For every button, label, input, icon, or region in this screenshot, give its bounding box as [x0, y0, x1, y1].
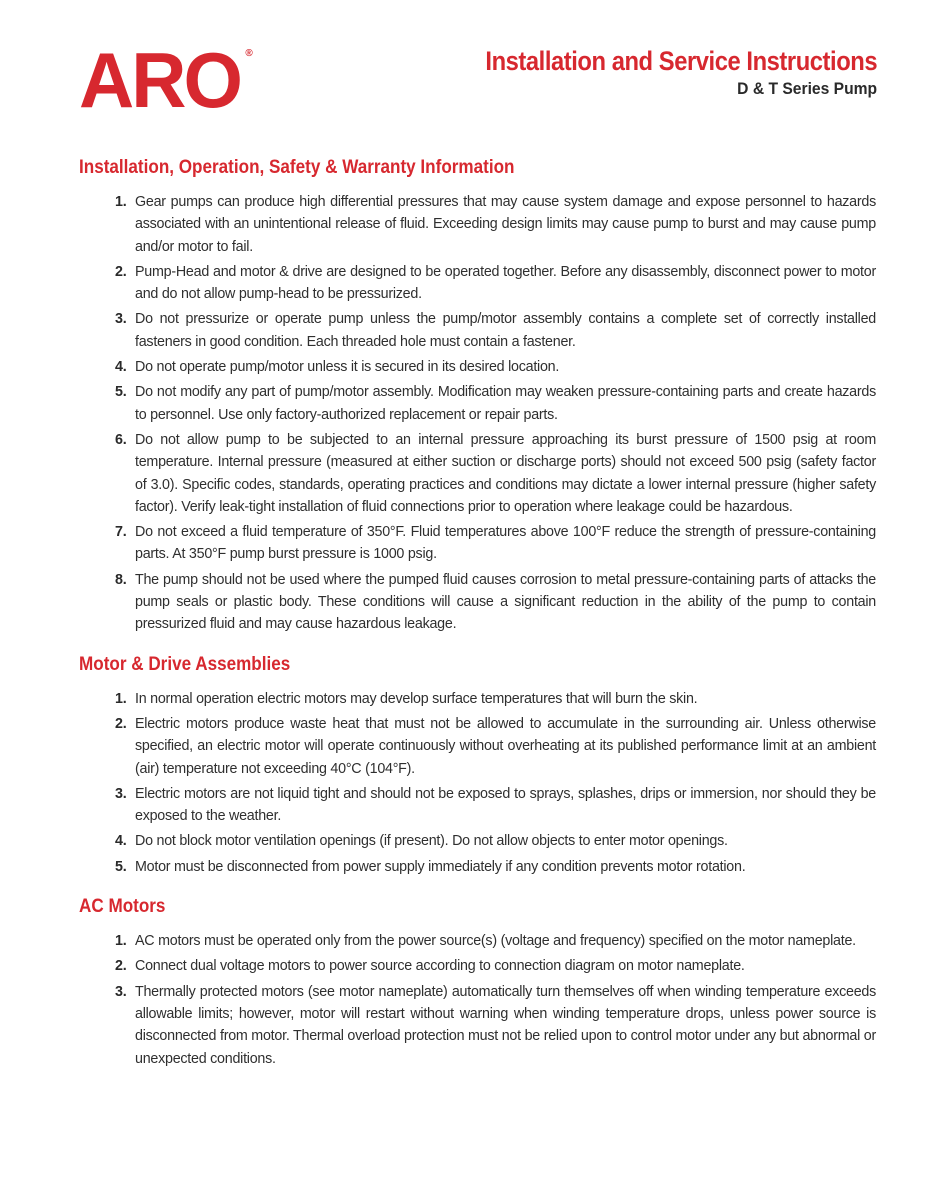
item-number: 1. — [115, 933, 127, 950]
list-item — [79, 783, 876, 828]
item-text: Do not allow pump to be subjected to an internal pressure approaching its burst pressure of 1500 psig at room temperature. Internal pressure (measured at either suction or discharge ports) should not exceed 500 psig (safety factor of 3.0). Specific codes, standards, operating practices and conditions may dictate a lower internal pressure (higher safety factor). Verify leak-tight installation of fluid connections prior to operation where leakage could be hazardous. — [135, 431, 876, 515]
section-title: AC Motors — [79, 896, 166, 918]
item-number: 5. — [115, 858, 127, 875]
section-title: Installation, Operation, Safety & Warranty Information — [79, 157, 515, 178]
item-number: 2. — [115, 958, 127, 975]
document-title: Installation and Service Instructions — [485, 46, 877, 76]
list-item — [79, 356, 876, 378]
aro-logo — [79, 36, 253, 124]
list-item — [79, 688, 876, 710]
item-number: 3. — [115, 311, 127, 328]
item-number: 3. — [115, 785, 127, 802]
item-text: Do not block motor ventilation openings (if present). Do not allow objects to enter motor openings. — [135, 833, 728, 850]
document-subtitle: D & T Series Pump — [737, 79, 877, 98]
item-text: Thermally protected motors (see motor nameplate) automatically turn themselves off when winding temperature exceeds allowable limits; however, motor will restart without warning when winding temperature drops, unless power source is disconnected from motor. Thermal overload protection must not be relied upon to control motor under any but abnormal or unexpected conditions. — [135, 983, 876, 1067]
item-text: Do not exceed a fluid temperature of 350°F. Fluid temperatures above 100°F reduce the strength of pressure-containing parts. At 350°F pump burst pressure is 1000 psig. — [135, 524, 876, 563]
instruction-list — [79, 191, 876, 636]
item-text: Gear pumps can produce high differential pressures that may cause system damage and expose personnel to hazards associated with an unintentional release of fluid. Exceeding design limits may cause pump to burst and may cause pump and/or motor to fail. — [135, 194, 876, 255]
list-item — [79, 856, 876, 878]
list-item — [79, 308, 876, 353]
item-number: 5. — [115, 384, 127, 401]
item-text: Do not operate pump/motor unless it is secured in its desired location. — [135, 359, 560, 376]
item-number: 2. — [115, 715, 127, 732]
list-item — [79, 191, 876, 258]
list-item — [79, 261, 876, 306]
section-title: Motor & Drive Assemblies — [79, 653, 291, 675]
instruction-list — [79, 688, 876, 878]
list-item — [79, 830, 876, 852]
item-text: Electric motors are not liquid tight and should not be exposed to sprays, splashes, drips or immersion, nor should they be exposed to the weather. — [135, 785, 876, 825]
item-number: 1. — [115, 690, 127, 707]
item-number: 2. — [115, 263, 127, 280]
list-item — [79, 429, 876, 518]
item-number: 1. — [115, 194, 127, 210]
item-number: 4. — [115, 359, 127, 376]
item-text: Do not modify any part of pump/motor assembly. Modification may weaken pressure-containing parts and create hazards to personnel. Use only factory-authorized replacement or repair parts. — [135, 384, 876, 423]
list-item — [79, 521, 876, 566]
list-item — [79, 713, 876, 780]
item-text: In normal operation electric motors may develop surface temperatures that will burn the skin. — [135, 690, 698, 707]
section-safety — [79, 155, 876, 636]
item-text: The pump should not be used where the pumped fluid causes corrosion to metal pressure-containing parts of attacks the pump seals or plastic body. These conditions will cause a significant reduction in the ability of the pump to contain pressurized fluid and may cause hazardous leakage. — [135, 571, 876, 633]
document-header — [432, 44, 877, 100]
item-text: AC motors must be operated only from the power source(s) (voltage and frequency) specified on the motor nameplate. — [135, 933, 856, 950]
list-item — [79, 930, 876, 952]
section-ac-motors — [79, 894, 876, 1070]
item-text: Connect dual voltage motors to power source according to connection diagram on motor nameplate. — [135, 958, 745, 975]
item-number: 4. — [115, 833, 127, 850]
list-item — [79, 981, 876, 1070]
section-motor-drive — [79, 652, 876, 878]
document-body — [79, 155, 876, 1086]
logo-text: ARO — [79, 36, 241, 124]
list-item — [79, 381, 876, 426]
item-text: Do not pressurize or operate pump unless the pump/motor assembly contains a complete set of correctly installed fasteners in good condition. Each threaded hole must contain a fastener. — [135, 311, 876, 350]
item-number: 8. — [115, 571, 127, 588]
item-number: 3. — [115, 983, 127, 1000]
item-text: Motor must be disconnected from power supply immediately if any condition prevents motor rotation. — [135, 858, 746, 875]
list-item — [79, 569, 876, 636]
list-item — [79, 955, 876, 977]
registered-mark: ® — [245, 48, 253, 59]
item-text: Pump-Head and motor & drive are designed to be operated together. Before any disassembly, disconnect power to motor and do not allow pump-head to be pressurized. — [135, 263, 876, 303]
item-number: 7. — [115, 524, 127, 541]
item-number: 6. — [115, 431, 127, 448]
instruction-list — [79, 930, 876, 1070]
item-text: Electric motors produce waste heat that must not be allowed to accumulate in the surrounding air. Unless otherwise specified, an electric motor will operate continuously without overheating at its published performance limit at an ambient (air) temperature not exceeding 40°C (104°F). — [135, 715, 876, 777]
